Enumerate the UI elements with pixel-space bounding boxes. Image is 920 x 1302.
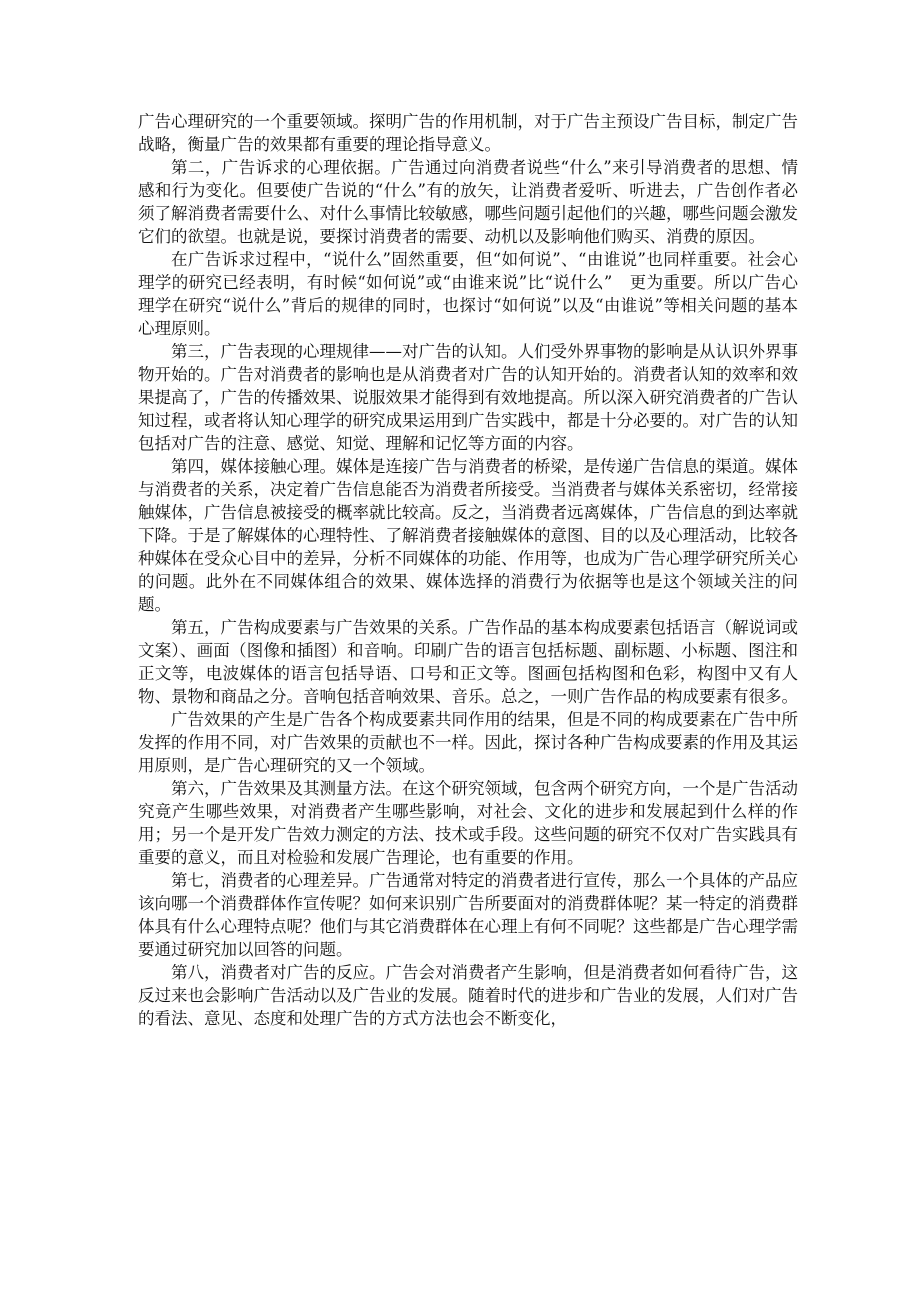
paragraph-4: 第三，广告表现的心理规律——对广告的认知。人们受外界事物的影响是从认识外界事物开始的。广告对消费者的影响也是从消费者对广告的认知开始的。消费者认知的效率和效果提高了，广告的传播效果、说服效果才能得到有效地提高。所以深入研究消费者的广告认知过程，或者将认知心理学的研究成果运用到广告实践中，都是十分必要的。对广告的认知包括对广告的注意、感觉、知觉、理解和记忆等方面的内容。: [138, 342, 798, 453]
document-body: [138, 110, 798, 1030]
paragraph-10: 第八，消费者对广告的反应。广告会对消费者产生影响，但是消费者如何看待广告，这反过来也会影响广告活动以及广告业的发展。随着时代的进步和广告业的发展，人们对广告的看法、意见、态度和处理广告的方式方法也会不断变化，: [138, 963, 798, 1028]
paragraph-5: 第四，媒体接触心理。媒体是连接广告与消费者的桥梁，是传递广告信息的渠道。媒体与消费者的关系，决定着广告信息能否为消费者所接受。当消费者与媒体关系密切，经常接触媒体，广告信息被接受的概率就比较高。反之，当消费者远离媒体，广告信息的到达率就下降。于是了解媒体的心理特性、了解消费者接触媒体的意图、目的以及心理活动，比较各种媒体在受众心目中的差异，分析不同媒体的功能、作用等，也成为广告心理学研究所关心的问题。此外在不同媒体组合的效果、媒体选择的消费行为依据等也是这个领域关注的问题。: [138, 457, 798, 614]
paragraph-8: 第六，广告效果及其测量方法。在这个研究领域，包含两个研究方向，一个是广告活动究竟产生哪些效果，对消费者产生哪些影响，对社会、文化的进步和发展起到什么样的作用；另一个是开发广告效力测定的方法、技术或手段。这些问题的研究不仅对广告实践具有重要的意义，而且对检验和发展广告理论，也有重要的作用。: [138, 779, 798, 867]
paragraph-3: 在广告诉求过程中，“说什么”固然重要，但“如何说”、“由谁说”也同样重要。社会心理学的研究已经表明，有时候“如何说”或“由谁来说”比“说什么” 更为重要。所以广告心理学在研究“说什么”背后的规律的同时，也探讨“如何说”以及“由谁说”等相关问题的基本心理原则。: [138, 250, 798, 338]
paragraph-2: 第二，广告诉求的心理依据。广告通过向消费者说些“什么”来引导消费者的思想、情感和行为变化。但要使广告说的“什么”有的放矢，让消费者爱听、听进去，广告创作者必须了解消费者需要什么、对什么事情比较敏感，哪些问题引起他们的兴趣，哪些问题会激发它们的欲望。也就是说，要探讨消费者的需要、动机以及影响他们购买、消费的原因。: [138, 158, 798, 246]
paragraph-1: 广告心理研究的一个重要领域。探明广告的作用机制，对于广告主预设广告目标，制定广告战略，衡量广告的效果都有重要的理论指导意义。: [138, 112, 798, 154]
paragraph-7: 广告效果的产生是广告各个构成要素共同作用的结果，但是不同的构成要素在广告中所发挥的作用不同，对广告效果的贡献也不一样。因此，探讨各种广告构成要素的作用及其运用原则，是广告心理研究的又一个领域。: [138, 710, 798, 775]
paragraph-9: 第七，消费者的心理差异。广告通常对特定的消费者进行宣传，那么一个具体的产品应该向哪一个消费群体作宣传呢？如何来识别广告所要面对的消费群体呢？某一特定的消费群体具有什么心理特点呢？他们与其它消费群体在心理上有何不同呢？这些都是广告心理学需要通过研究加以回答的问题。: [138, 871, 798, 959]
paragraph-6: 第五，广告构成要素与广告效果的关系。广告作品的基本构成要素包括语言（解说词或文案）、画面（图像和插图）和音响。印刷广告的语言包括标题、副标题、小标题、图注和正文等，电波媒体的语言包括导语、口号和正文等。图画包括构图和色彩，构图中又有人物、景物和商品之分。音响包括音响效果、音乐。总之，一则广告作品的构成要素有很多。: [138, 618, 798, 706]
